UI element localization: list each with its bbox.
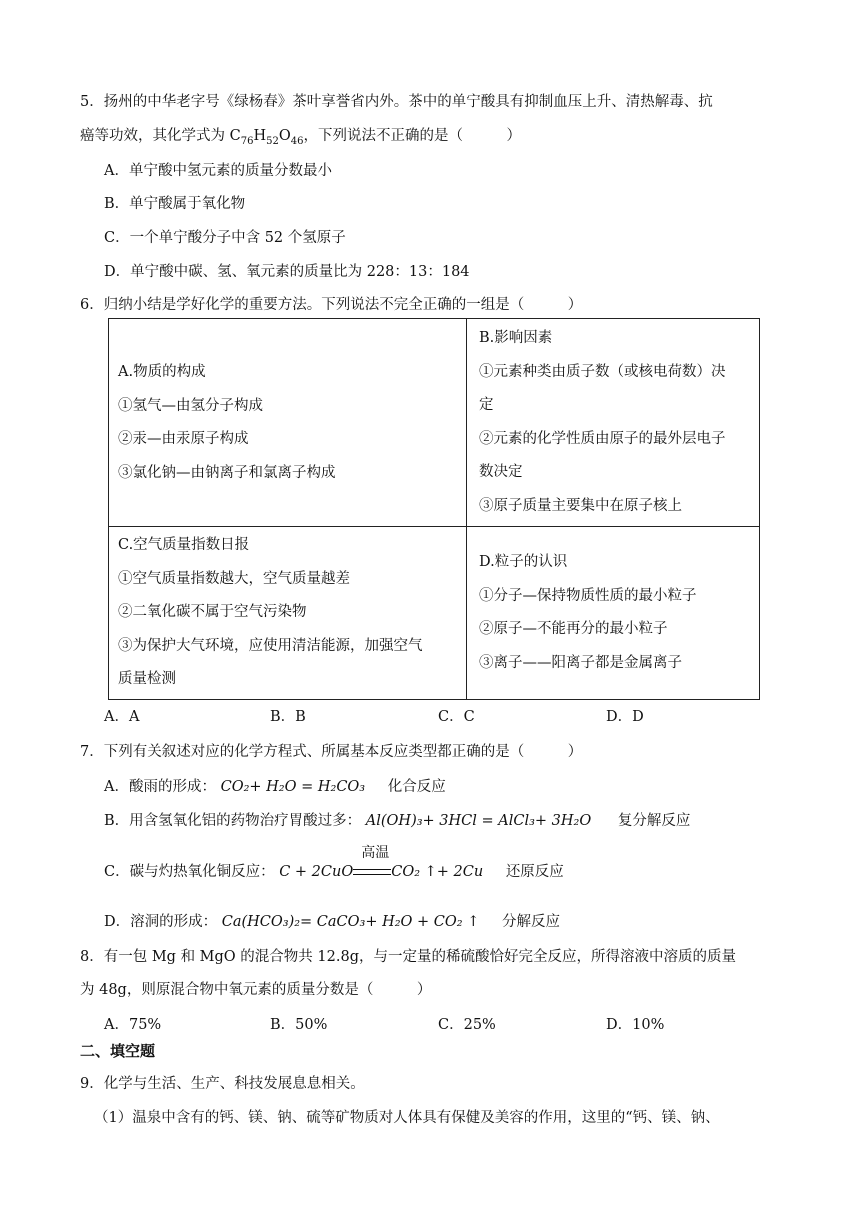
equals-sign <box>353 869 391 875</box>
q6-answer-d: D．D <box>606 709 644 725</box>
q7-a-type: 化合反应 <box>387 779 446 795</box>
condition-label: 高温 <box>361 845 390 861</box>
cell-c <box>118 529 423 697</box>
cell-a-item: ②汞—由汞原子构成 <box>118 431 249 447</box>
q7-option-b <box>104 809 690 830</box>
q7-option-d <box>104 910 560 931</box>
cell-b-item: 数决定 <box>479 464 523 480</box>
cell-b-item: ③原子质量主要集中在原子核上 <box>479 497 682 514</box>
q8-stem-line1: 8．有一包 Mg 和 MgO 的混合物共 12.8g，与一定量的稀硫酸恰好完全反应，所得溶液中溶质的质量 <box>80 949 736 965</box>
q7-c-equation-left: C + 2CuO <box>279 864 354 880</box>
q6-stem: 6．归纳小结是学好化学的重要方法。下列说法不完全正确的一组是（ ） <box>80 297 583 313</box>
q8-answer-b: B．50% <box>270 1017 328 1033</box>
q5-stem-post: ，下列说法不正确的是（ ） <box>303 128 521 144</box>
cell-c-item: ②二氧化碳不属于空气污染物 <box>118 604 307 620</box>
cell-a-item: ①氢气—由氢分子构成 <box>118 397 263 414</box>
cell-d-item: ②原子—不能再分的最小粒子 <box>479 621 668 637</box>
formula-h: H <box>253 128 267 144</box>
cell-b-item: ①元素种类由质子数（或核电荷数）决 <box>479 363 726 380</box>
q7-c-text: C．碳与灼热氧化铜反应： <box>104 864 275 880</box>
q9-sub1: （1）温泉中含有的钙、镁、钠、硫等矿物质对人体具有保健及美容的作用，这里的“钙、镁、钠、 <box>94 1110 720 1126</box>
q5-stem-line1: 5．扬州的中华老字号《绿杨春》茶叶享誉省内外。茶中的单宁酸具有抑制血压上升、清热解毒、抗 <box>80 94 713 110</box>
q8-stem-line2: 为 48g，则原混合物中氧元素的质量分数是（ ） <box>80 982 432 998</box>
cell-b-item: ②元素的化学性质由原子的最外层电子 <box>479 430 726 447</box>
cell-d-item: ①分子—保持物质性质的最小粒子 <box>479 587 697 604</box>
reaction-condition <box>353 845 391 880</box>
cell-d <box>479 546 697 680</box>
q7-a-equation: CO₂+ H₂O = H₂CO₃ <box>220 779 366 795</box>
cell-b-title: B.影响因素 <box>479 330 553 346</box>
q5-stem-line2 <box>80 124 521 147</box>
formula-sub-h: 52 <box>266 135 279 147</box>
cell-b <box>479 322 757 523</box>
q7-c-equation-right: CO₂ ↑+ 2Cu <box>391 864 484 880</box>
q7-stem: 7．下列有关叙述对应的化学方程式、所属基本反应类型都正确的是（ ） <box>80 744 583 760</box>
q5-option-a: A．单宁酸中氢元素的质量分数最小 <box>104 163 332 179</box>
table-divider-horizontal <box>109 526 759 527</box>
q6-answer-c: C．C <box>438 709 475 725</box>
formula-sub-c: 76 <box>240 135 254 147</box>
cell-c-item: ①空气质量指数越大，空气质量越差 <box>118 570 350 587</box>
q8-answer-c: C．25% <box>438 1017 496 1033</box>
q7-d-text: D．溶洞的形成： <box>104 914 218 930</box>
q8-answer-d: D．10% <box>606 1017 665 1033</box>
q7-option-c <box>104 845 564 881</box>
q6-answer-a: A．A <box>104 709 140 725</box>
q7-b-equation: Al(OH)₃+ 3HCl = AlCl₃+ 3H₂O <box>365 813 592 829</box>
cell-a-title: A.物质的构成 <box>118 364 206 380</box>
q7-a-text: A．酸雨的形成： <box>104 779 216 795</box>
q5-option-b: B．单宁酸属于氧化物 <box>104 196 246 212</box>
cell-a-item: ③氯化钠—由钠离子和氯离子构成 <box>118 464 336 481</box>
cell-c-item: ③为保护大气环境，应使用清洁能源，加强空气 <box>118 637 423 654</box>
q9-stem: 9．化学与生活、生产、科技发展息息相关。 <box>80 1076 365 1092</box>
q5-stem-pre: 癌等功效，其化学式为 C <box>80 128 241 144</box>
section-heading: 二、填空题 <box>80 1042 156 1060</box>
cell-c-title: C.空气质量指数日报 <box>118 537 250 553</box>
cell-d-item: ③离子——阳离子都是金属离子 <box>479 654 682 671</box>
q7-c-type: 还原反应 <box>505 864 564 880</box>
cell-c-item: 质量检测 <box>118 671 176 687</box>
q6-table <box>108 318 760 700</box>
q6-answer-b: B．B <box>270 709 306 725</box>
formula-o: O <box>278 128 291 144</box>
formula-sub-o: 46 <box>290 135 304 147</box>
q7-b-text: B．用含氢氧化铝的药物治疗胃酸过多： <box>104 813 362 829</box>
q7-option-a <box>104 775 446 796</box>
q7-b-type: 复分解反应 <box>617 813 691 829</box>
table-divider-vertical <box>466 319 467 699</box>
cell-d-title: D.粒子的认识 <box>479 554 568 570</box>
q7-d-type: 分解反应 <box>501 914 560 930</box>
q7-d-equation: Ca(HCO₃)₂= CaCO₃+ H₂O + CO₂ ↑ <box>221 914 480 930</box>
cell-a <box>118 356 336 490</box>
cell-b-item: 定 <box>479 397 494 413</box>
q8-answer-a: A．75% <box>104 1017 162 1033</box>
q5-option-d: D．单宁酸中碳、氢、氧元素的质量比为 228：13：184 <box>104 264 470 280</box>
q5-option-c: C．一个单宁酸分子中含 52 个氢原子 <box>104 230 346 246</box>
